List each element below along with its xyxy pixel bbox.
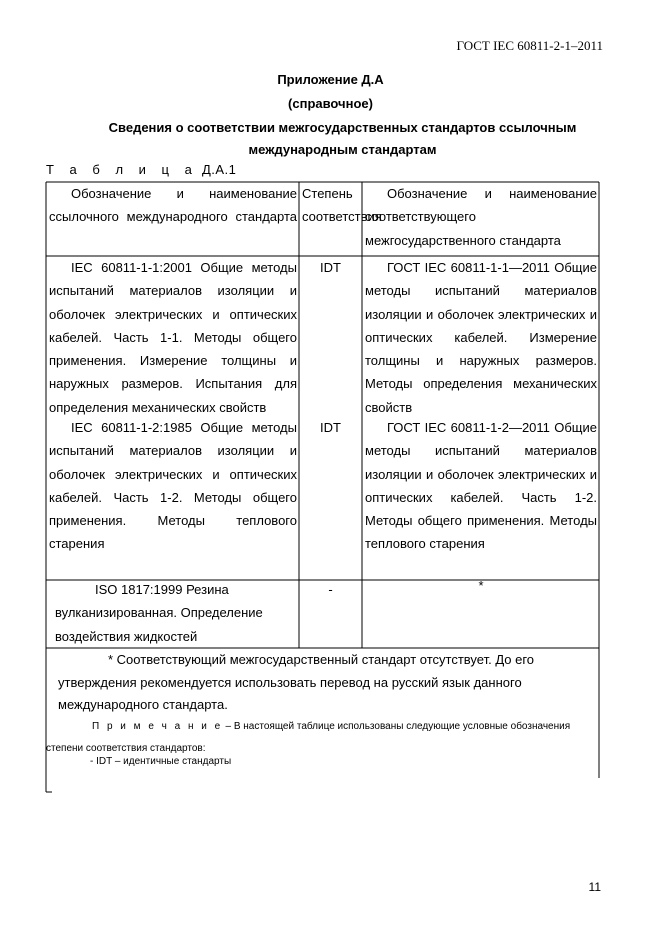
table-footnote: * Соответствующий межгосударственный стандарт отсутствует. До его утверждения рекомендуется использовать перевод на русский язык данного международного стандарта. (58, 652, 535, 712)
row1-reference-standard: IEC 60811-1-1:2001 Общие методы испытаний материалов изоляции и оболочек электрических и оптических кабелей. Часть 1-1. Методы общего применения. Измерение толщины и наружных размеров. Испытания для определения механических свойств (49, 260, 297, 415)
note-text: – В настоящей таблице использованы следующие условные обозначения степени соответствия стандартов: (46, 721, 571, 754)
document-code: ГОСТ IEC 60811-2-1–2011 (456, 38, 603, 53)
row2-interstate-standard: ГОСТ IEC 60811-1-2—2011 Общие методы испытаний материалов изоляции и оболочек электрических и оптических кабелей. Часть 1-2. Методы общего применения. Методы теплового старения (365, 420, 597, 552)
header-degree: Степень соответствия (302, 186, 382, 225)
appendix-heading-line1: Сведения о соответствии межгосударственных стандартов ссылочным (108, 120, 577, 135)
header-interstate-standard: Обозначение и наименование соответствующего межгосударственного стандарта (365, 186, 597, 248)
page-number: 11 (588, 880, 601, 894)
row3-degree: - (328, 582, 333, 597)
appendix-kind: (справочное) (288, 96, 373, 111)
row3-reference-standard: ISO 1817:1999 Резина вулканизированная. Определение воздействия жидкостей (55, 582, 263, 644)
appendix-heading-line2: международным стандартам (248, 142, 437, 157)
table-label-prefix: Т а б л и ц а (46, 162, 198, 177)
row2-degree: IDT (320, 420, 341, 435)
note-label: П р и м е ч а н и е (92, 721, 223, 732)
appendix-title: Приложение Д.А (277, 72, 384, 87)
row3-interstate-standard: * (478, 578, 484, 593)
header-reference-standard: Обозначение и наименование ссылочного международного стандарта (49, 186, 297, 225)
note-item-idt: - IDT – идентичные стандарты (90, 756, 232, 767)
table-note (46, 716, 599, 760)
row1-degree: IDT (320, 260, 341, 275)
table-label-number: Д.А.1 (201, 162, 237, 177)
row1-interstate-standard: ГОСТ IEC 60811-1-1—2011 Общие методы испытаний материалов изоляции и оболочек электрических и оптических кабелей. Измерение толщины и наружных размеров. Методы определения механических свойств (365, 260, 597, 415)
row2-reference-standard: IEC 60811-1-2:1985 Общие методы испытаний материалов изоляции и оболочек электрических и оптических кабелей. Часть 1-2. Методы общего применения. Методы теплового старения (49, 420, 297, 552)
